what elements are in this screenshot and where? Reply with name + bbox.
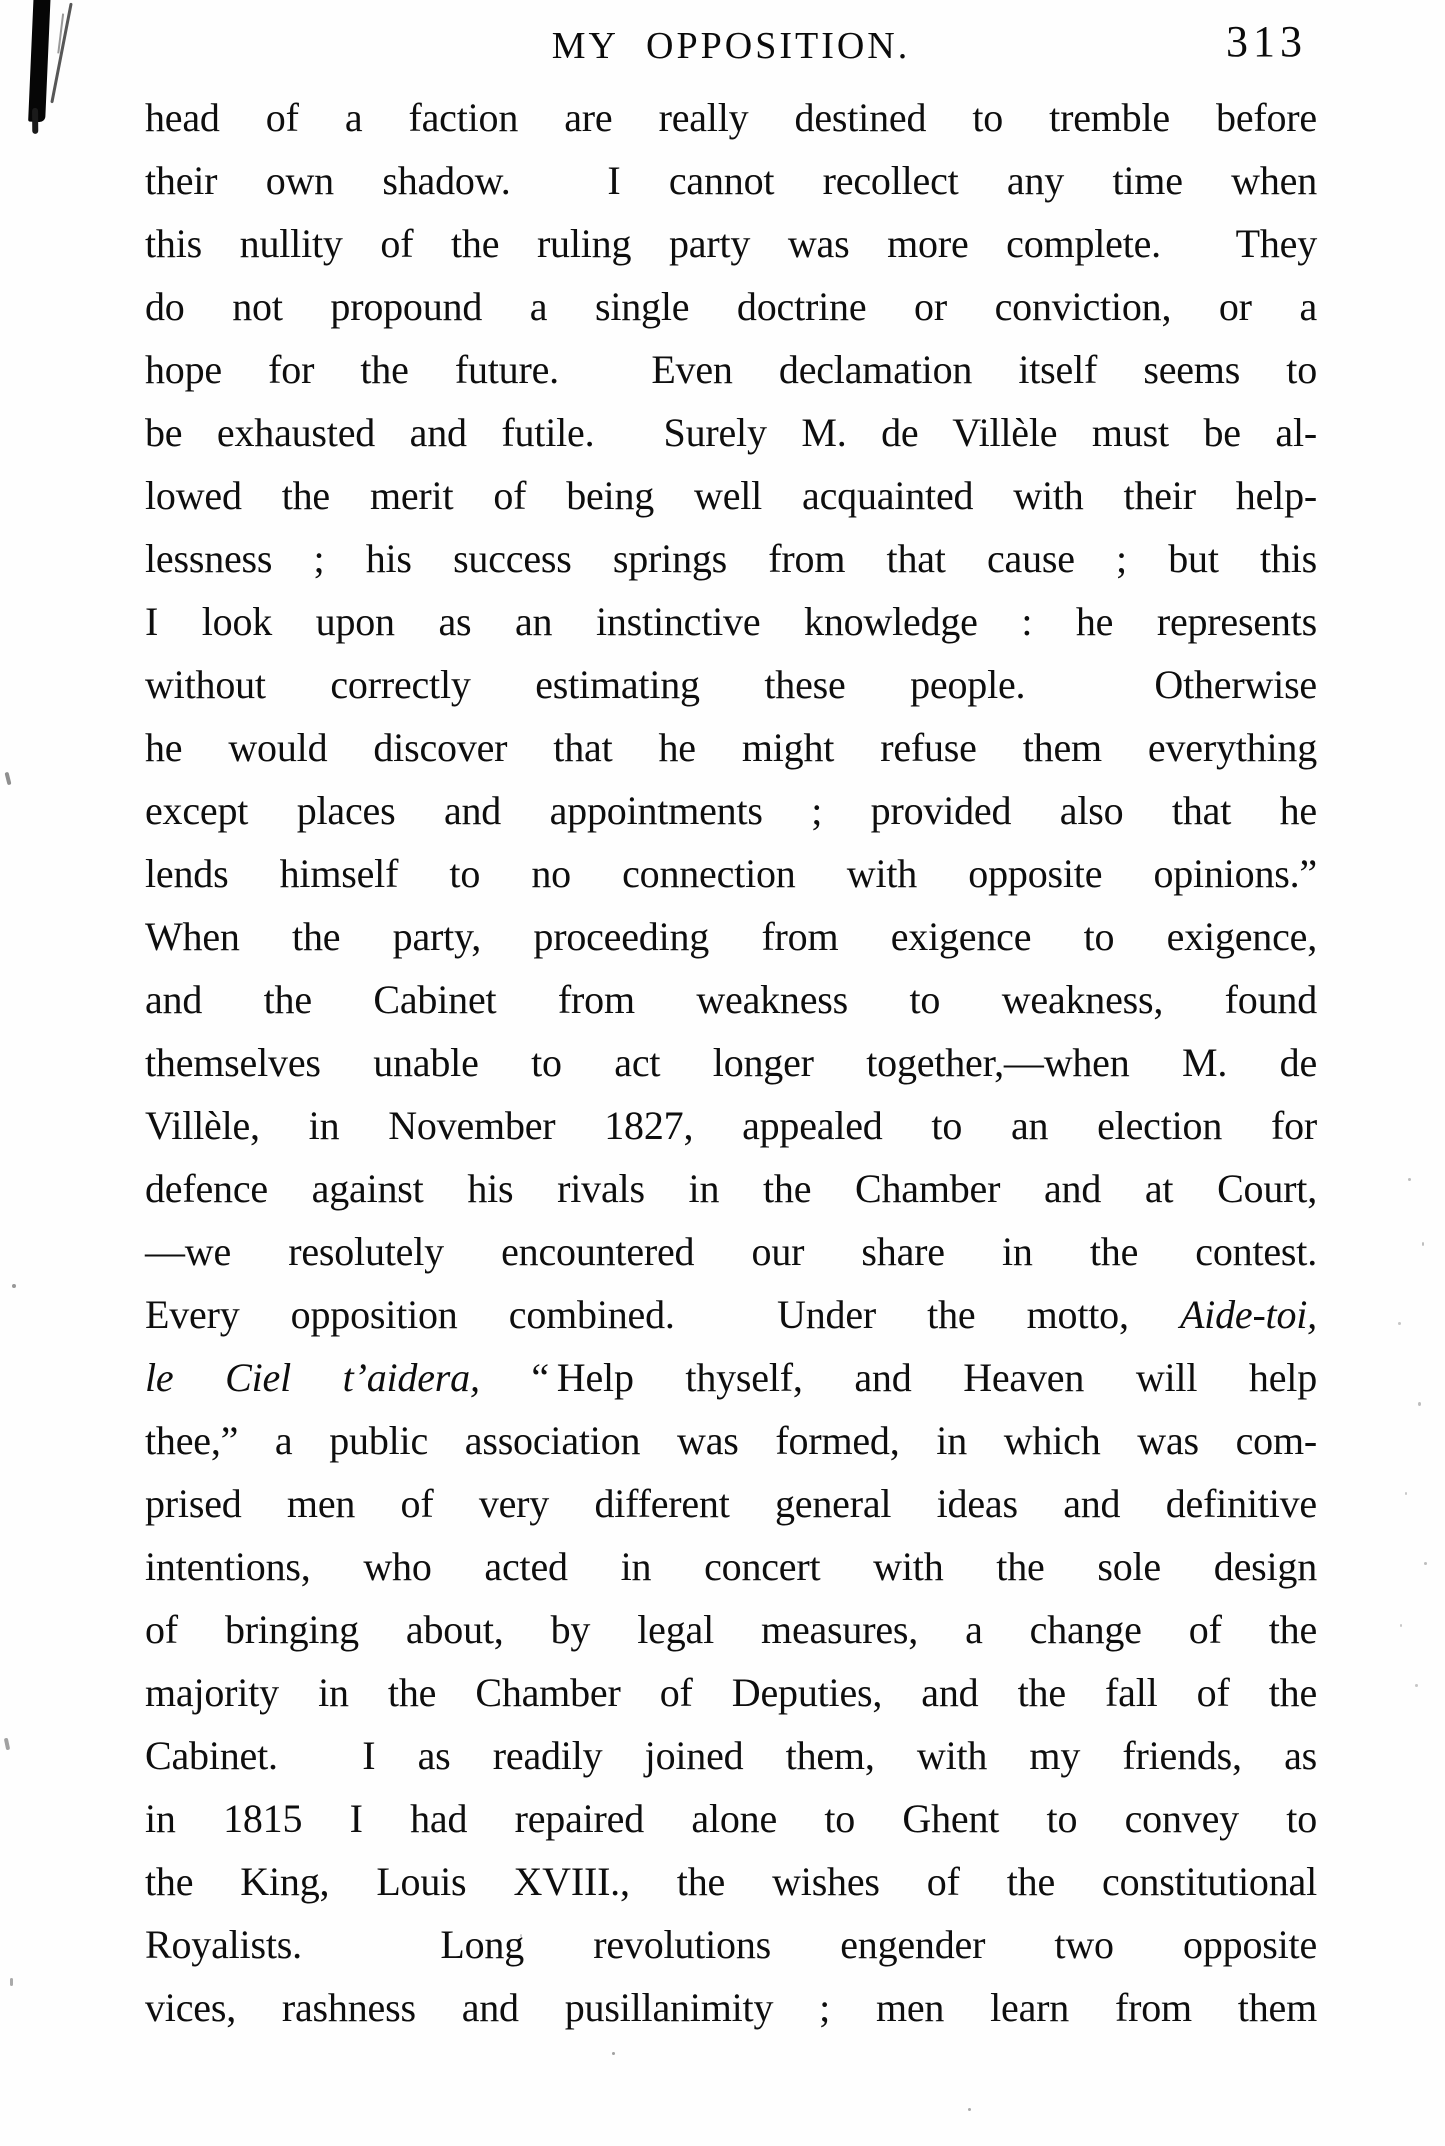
text-line [145, 590, 1317, 653]
scan-speck [1418, 1402, 1421, 1406]
scan-speck [4, 772, 11, 786]
text-segment: thee,” a public association was formed, in which was com- [145, 1418, 1317, 1463]
text-line [145, 1850, 1317, 1913]
text-segment: intentions, who acted in concert with the sole design [145, 1544, 1317, 1589]
text-segment: lends himself to no connection with opposite opinions.” [145, 851, 1317, 896]
text-segment: hope for the future. Even declamation itself seems to [145, 347, 1317, 392]
text-segment: prised men of very different general ideas and definitive [145, 1481, 1317, 1526]
text-line [145, 1598, 1317, 1661]
text-line [145, 1661, 1317, 1724]
scan-speck [612, 2052, 615, 2055]
text-segment: do not propound a single doctrine or conviction, or a [145, 284, 1317, 329]
italic-text-segment: Aide-toi, [1179, 1292, 1317, 1337]
text-line [145, 1031, 1317, 1094]
text-segment: I look upon as an instinctive knowledge : he represents [145, 599, 1317, 644]
text-line [145, 716, 1317, 779]
text-segment: of bringing about, by legal measures, a change of the [145, 1607, 1317, 1652]
text-segment: except places and appointments ; provided also that he [145, 788, 1317, 833]
text-line [145, 779, 1317, 842]
text-segment: head of a faction are really destined to tremble before [145, 95, 1317, 140]
scan-speck [1424, 1562, 1427, 1565]
text-segment: Every opposition combined. Under the motto, [145, 1292, 1180, 1337]
text-segment: Cabinet. I as readily joined them, with my friends, as [145, 1733, 1317, 1778]
text-segment: the King, Louis XVIII., the wishes of the constitutional [145, 1859, 1317, 1904]
text-line [145, 464, 1317, 527]
text-line [145, 1283, 1317, 1346]
scan-speck [968, 2108, 971, 2111]
scan-speck [1415, 1684, 1418, 1687]
text-line [145, 149, 1317, 212]
scan-speck [520, 1934, 522, 1937]
italic-text-segment: le Ciel t’aidera, [145, 1355, 480, 1400]
text-segment: defence against his rivals in the Chamber and at Court, [145, 1166, 1317, 1211]
text-segment: lessness ; his success springs from that cause ; but this [145, 536, 1317, 581]
scan-speck [10, 1978, 13, 1986]
text-line [145, 842, 1317, 905]
text-line [145, 1409, 1317, 1472]
text-segment: “ Help thyself, and Heaven will help [479, 1355, 1317, 1400]
text-line [145, 653, 1317, 716]
text-segment: Villèle, in November 1827, appealed to an election for [145, 1103, 1317, 1148]
text-segment: When the party, proceeding from exigence to exigence, [145, 914, 1317, 959]
scan-speck [12, 1284, 16, 1288]
text-line [145, 338, 1317, 401]
text-segment: vices, rashness and pusillanimity ; men learn from them [145, 1985, 1317, 2030]
text-line [145, 1472, 1317, 1535]
text-line [145, 275, 1317, 338]
text-segment: in 1815 I had repaired alone to Ghent to convey to [145, 1796, 1317, 1841]
running-header-title: MY OPPOSITION. [551, 25, 911, 67]
text-segment: be exhausted and futile. Surely M. de Villèle must be al- [145, 410, 1317, 455]
text-line [145, 1724, 1317, 1787]
scan-speck [1422, 1242, 1424, 1246]
scan-speck [1408, 1178, 1411, 1181]
text-line [145, 1535, 1317, 1598]
text-segment: this nullity of the ruling party was more complete. They [145, 221, 1317, 266]
text-line [145, 905, 1317, 968]
text-line [145, 968, 1317, 1031]
scan-speck [4, 1738, 10, 1751]
scan-speck [1400, 1624, 1402, 1627]
text-line [145, 1220, 1317, 1283]
text-line [145, 212, 1317, 275]
text-segment: —we resolutely encountered our share in the contest. [145, 1229, 1317, 1274]
text-segment: themselves unable to act longer together,—when M. de [145, 1040, 1317, 1085]
scan-speck [1405, 1492, 1407, 1495]
text-line [145, 527, 1317, 590]
body-text [145, 86, 1317, 2039]
text-segment: majority in the Chamber of Deputies, and the fall of the [145, 1670, 1317, 1715]
text-line [145, 401, 1317, 464]
text-line [145, 1157, 1317, 1220]
scan-speck [1398, 1322, 1401, 1325]
text-line [145, 1346, 1317, 1409]
binding-mark-line [50, 3, 72, 104]
text-line [145, 1976, 1317, 2039]
text-segment: without correctly estimating these people. Otherwise [145, 662, 1317, 707]
text-segment: he would discover that he might refuse them everything [145, 725, 1317, 770]
text-line [145, 86, 1317, 149]
text-segment: lowed the merit of being well acquainted with their help- [145, 473, 1317, 518]
text-segment: Royalists. Long revolutions engender two opposite [145, 1922, 1317, 1967]
binding-mark [28, 0, 51, 122]
text-line [145, 1913, 1317, 1976]
text-segment: their own shadow. I cannot recollect any time when [145, 158, 1317, 203]
text-line [145, 1787, 1317, 1850]
text-line [145, 1094, 1317, 1157]
text-segment: and the Cabinet from weakness to weakness, found [145, 977, 1317, 1022]
page-number: 313 [1226, 17, 1307, 66]
